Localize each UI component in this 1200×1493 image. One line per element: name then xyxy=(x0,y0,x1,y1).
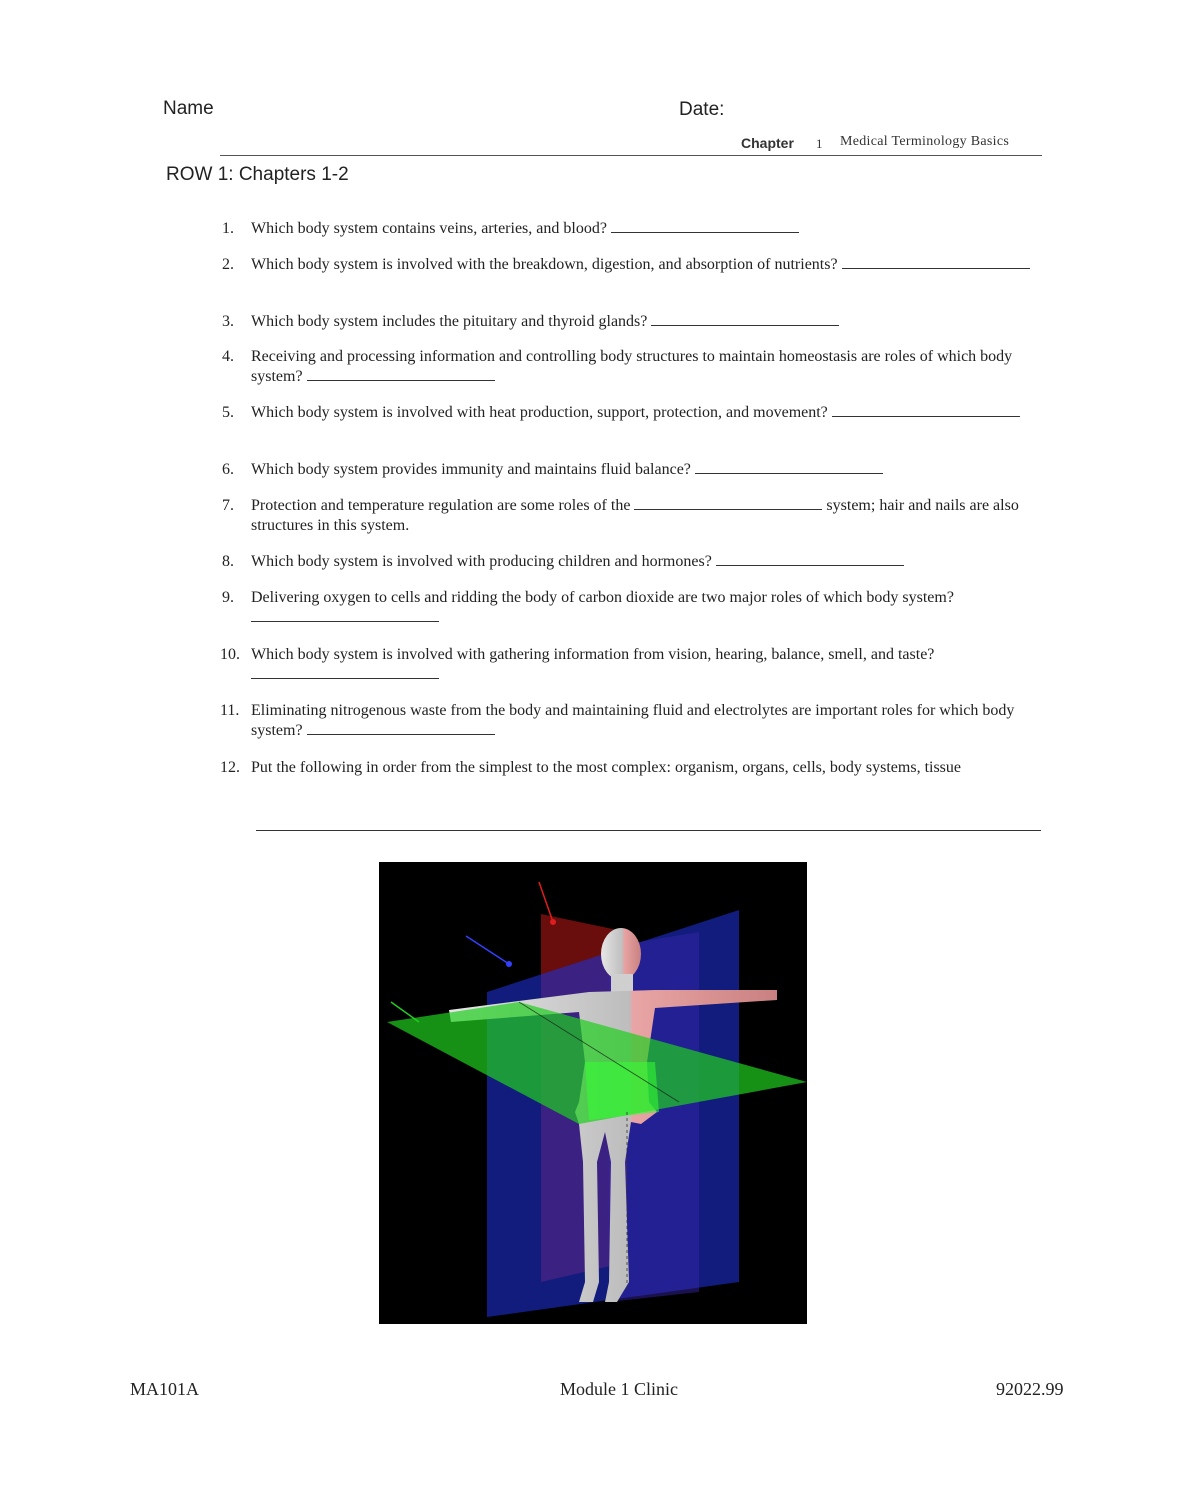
question-text: Put the following in order from the simplest to the most complex: organism, organs, cells, body systems, tissue xyxy=(251,759,962,776)
footer-page-id: 92022.99 xyxy=(996,1379,1064,1399)
section-heading: ROW 1: Chapters 1-2 xyxy=(166,164,349,185)
question-text: Which body system provides immunity and maintains fluid balance? xyxy=(251,461,695,478)
question-number: 9. xyxy=(222,589,234,606)
anatomical-planes-figure xyxy=(379,862,807,1324)
question-item xyxy=(220,219,1040,239)
question-text: Protection and temperature regulation are some roles of the xyxy=(251,497,635,514)
question-number: 11. xyxy=(220,702,240,719)
answer-blank[interactable] xyxy=(251,608,439,622)
answer-blank[interactable] xyxy=(307,367,495,381)
date-label: Date: xyxy=(679,99,725,120)
question-text: Which body system contains veins, arteries, and blood? xyxy=(251,220,611,237)
answer-blank[interactable] xyxy=(832,403,1020,417)
question-text: Which body system includes the pituitary and thyroid glands? xyxy=(251,313,652,330)
question-item xyxy=(220,460,1040,480)
answer-blank[interactable] xyxy=(695,460,883,474)
question-item xyxy=(220,701,1040,741)
footer-module-name: Module 1 Clinic xyxy=(560,1379,678,1399)
answer-blank[interactable] xyxy=(251,665,439,679)
anatomical-planes-illustration-icon xyxy=(379,862,807,1324)
question-text: Delivering oxygen to cells and ridding the body of carbon dioxide are two major roles of which body system? xyxy=(251,589,954,606)
question-number: 2. xyxy=(222,256,234,273)
question-item xyxy=(220,255,1040,275)
answer-blank[interactable] xyxy=(611,219,799,233)
question-text: Eliminating nitrogenous waste from the body and maintaining fluid and electrolytes are important roles for which body system? xyxy=(251,702,1015,739)
header-divider xyxy=(220,155,1042,156)
name-label: Name xyxy=(163,98,214,119)
answer-blank[interactable] xyxy=(307,721,495,735)
question-item xyxy=(220,588,1040,628)
question-text: Which body system is involved with gathering information from vision, hearing, balance, smell, and taste? xyxy=(251,646,935,663)
question-item xyxy=(220,347,1040,387)
question-number: 1. xyxy=(222,220,234,237)
answer-blank[interactable] xyxy=(634,496,822,510)
question-number: 12. xyxy=(220,759,240,776)
answer-line[interactable] xyxy=(256,830,1041,831)
question-item xyxy=(220,758,1040,778)
question-number: 3. xyxy=(222,313,234,330)
question-item: 7. Protection and temperature regulation are some roles of the system; hair and nails are also structures in this system. xyxy=(222,497,1019,534)
chapter-title: Medical Terminology Basics xyxy=(840,134,1010,149)
question-text: Which body system is involved with the breakdown, digestion, and absorption of nutrients? xyxy=(251,256,842,273)
answer-blank[interactable] xyxy=(651,312,839,326)
question-item xyxy=(220,403,1040,423)
question-text: Receiving and processing information and controlling body structures to maintain homeostasis are roles of which body system? xyxy=(251,348,1013,385)
answer-blank[interactable] xyxy=(842,255,1030,269)
chapter-number: 1 xyxy=(816,136,823,151)
question-number: 10. xyxy=(220,646,240,663)
question-item xyxy=(220,645,1040,685)
question-number: 7. xyxy=(222,497,234,514)
question-number: 8. xyxy=(222,553,234,570)
question-item xyxy=(220,312,1040,332)
question-number: 6. xyxy=(222,461,234,478)
footer-course-code: MA101A xyxy=(130,1379,200,1399)
answer-blank[interactable] xyxy=(716,552,904,566)
question-text: Which body system is involved with producing children and hormones? xyxy=(251,553,716,570)
chapter-label: Chapter xyxy=(741,135,794,151)
question-number: 5. xyxy=(222,404,234,421)
question-text: Which body system is involved with heat production, support, protection, and movement? xyxy=(251,404,832,421)
question-item xyxy=(220,552,1040,572)
question-number: 4. xyxy=(222,348,234,365)
